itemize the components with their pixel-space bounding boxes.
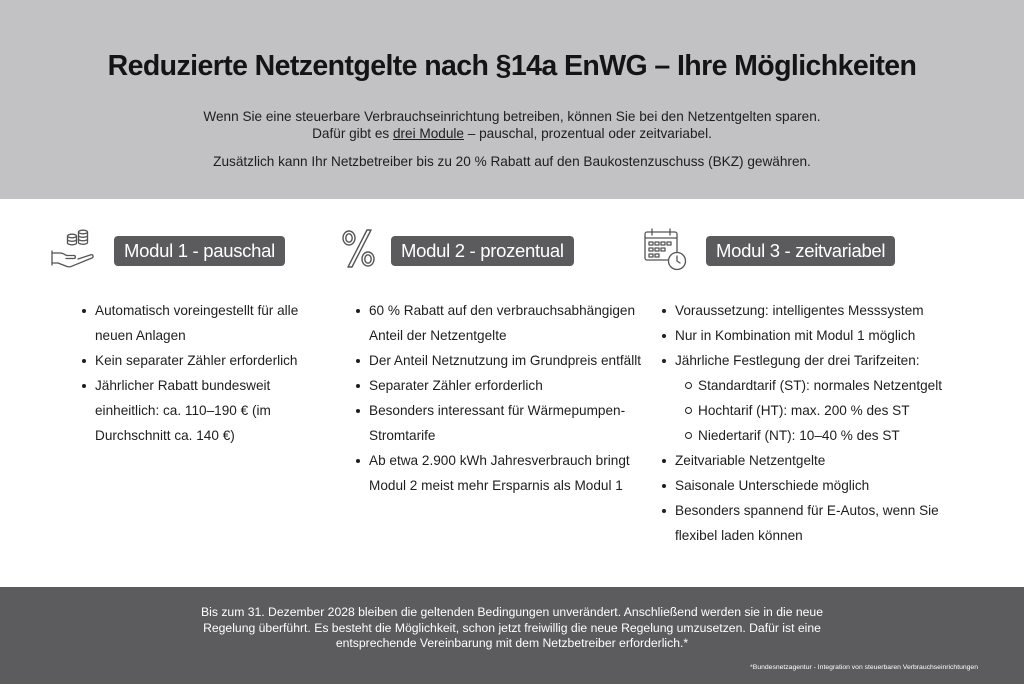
module-3-list — [662, 298, 952, 548]
intro-line-2-end: – pauschal, prozentual oder zeitvariabel. — [464, 126, 712, 141]
list-item: Zeitvariable Netzentgelte — [662, 448, 952, 473]
list-item: Besonders interessant für Wärmepumpen-Stromtarife — [356, 398, 646, 448]
intro-line-2-start: Dafür gibt es — [312, 126, 393, 141]
hand-coins-icon — [50, 226, 96, 272]
page-title: Reduzierte Netzentgelte nach §14a EnWG – Ihre Möglichkeiten — [107, 50, 917, 82]
module-2-list — [356, 298, 646, 498]
percent-icon — [338, 226, 384, 272]
list-item: Besonders spannend für E-Autos, wenn Sie flexibel laden können — [662, 498, 952, 548]
module-3-badge: Modul 3 - zeitvariabel — [706, 236, 895, 266]
list-item: Der Anteil Netznutzung im Grundpreis entfällt — [356, 348, 646, 373]
list-item: Nur in Kombination mit Modul 1 möglich — [662, 323, 952, 348]
intro-text — [0, 108, 1024, 142]
list-item: Jährlicher Rabatt bundesweit einheitlich: ca. 110–190 € (im Durchschnitt ca. 140 €) — [82, 373, 322, 448]
footer-section — [0, 587, 1024, 684]
header-section — [0, 0, 1024, 199]
sublist-item: Standardtarif (ST): normales Netzentgelt — [685, 373, 952, 398]
list-item: Kein separater Zähler erforderlich — [82, 348, 322, 373]
list-item: Automatisch voreingestellt für alle neuen Anlagen — [82, 298, 322, 348]
list-item: Saisonale Unterschiede möglich — [662, 473, 952, 498]
list-item: 60 % Rabatt auf den verbrauchsabhängigen Anteil der Netzentgelte — [356, 298, 646, 348]
intro-line-1: Wenn Sie eine steuerbare Verbrauchseinrichtung betreiben, können Sie bei den Netzentgelten sparen. — [203, 109, 821, 124]
tariff-times-label: Jährliche Festlegung der drei Tarifzeiten: — [675, 353, 920, 368]
drei-module-link[interactable]: drei Module — [392, 126, 464, 141]
list-item: Ab etwa 2.900 kWh Jahresverbrauch bringt Modul 2 meist mehr Ersparnis als Modul 1 — [356, 448, 646, 498]
list-item: Voraussetzung: intelligentes Messsystem — [662, 298, 952, 323]
source-note: *Bundesnetzagentur - Integration von steuerbaren Verbrauchseinrichtungen — [750, 664, 978, 671]
module-1-badge: Modul 1 - pauschal — [114, 236, 285, 266]
sublist-item: Hochtarif (HT): max. 200 % des ST — [685, 398, 952, 423]
calendar-clock-icon — [643, 226, 689, 272]
list-item — [662, 348, 952, 448]
tariff-sublist — [685, 373, 952, 448]
list-item: Separater Zähler erforderlich — [356, 373, 646, 398]
module-1-list — [82, 298, 322, 448]
footer-text: Bis zum 31. Dezember 2028 bleiben die geltenden Bedingungen unverändert. Anschließend werden sie in die neue Regelung überführt. Es besteht die Möglichkeit, schon jetzt freiwillig die neue Regelung umzusetzen. Dafür ist eine entsprechende Vereinbarung mit dem Netzbetreiber erforderlich.* — [201, 605, 823, 650]
module-2-badge: Modul 2 - prozentual — [391, 236, 574, 266]
bkz-note: Zusätzlich kann Ihr Netzbetreiber bis zu 20 % Rabatt auf den Baukostenzuschuss (BKZ) gewähren. — [213, 154, 811, 169]
sublist-item: Niedertarif (NT): 10–40 % des ST — [685, 423, 952, 448]
